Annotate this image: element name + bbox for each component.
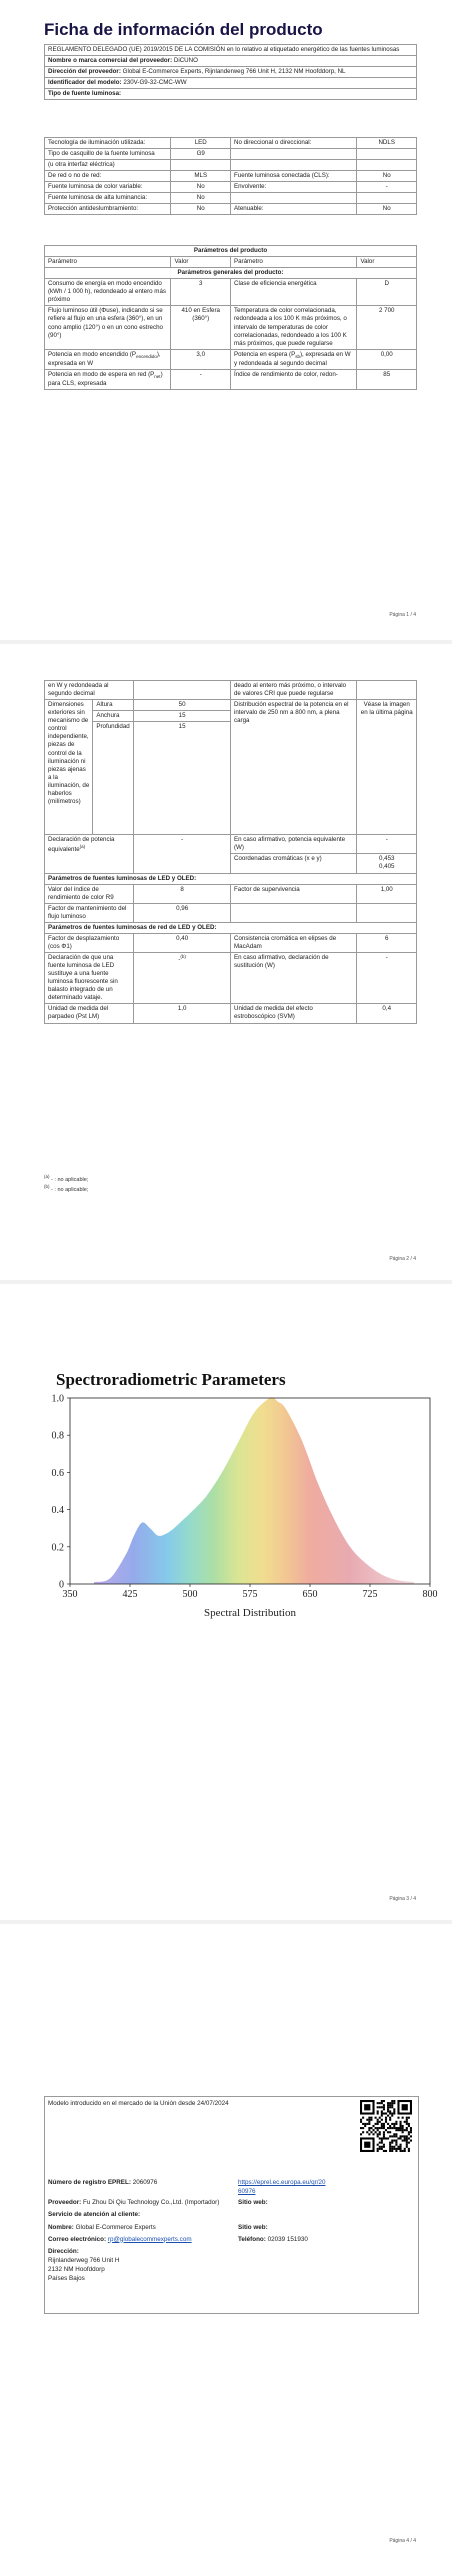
- r9-value: 8: [134, 884, 231, 903]
- type-row: [45, 149, 417, 160]
- equivalent-power-value: -: [134, 835, 231, 873]
- page-number-3: Página 3 / 4: [389, 1896, 416, 1902]
- type-row: [45, 171, 417, 182]
- luminous-flux-label: Flujo luminoso útil (Φuse), indicando si se refiere al flujo en una esfera (360°), en un cono amplio (120°) o en un cono estrecho (90°): [45, 306, 171, 349]
- on-mode-power-label: Potencia en modo encendido $(P_{encendido})$, expresada en W: [45, 349, 171, 369]
- address-line-3: Países Bajos: [48, 2275, 85, 2283]
- supplier-address-label: Dirección del proveedor:: [48, 68, 121, 76]
- chromaticity-value: [357, 854, 417, 873]
- efficiency-class-label: Clase de eficiencia energética: [230, 279, 356, 306]
- type-value-1: [171, 160, 231, 171]
- flicker-value: 1,0: [134, 1004, 231, 1023]
- address-label: Dirección:: [48, 2247, 79, 2255]
- supplier-name: DiCUNO: [173, 57, 198, 65]
- type-value-2: [357, 149, 417, 160]
- address-line-2: 2132 NM Hoofddorp: [48, 2266, 105, 2273]
- type-table: [44, 137, 417, 215]
- efficiency-class-value: D: [357, 279, 417, 306]
- type-value-1: MLS: [171, 171, 231, 182]
- x-tick-label: 800: [422, 1589, 438, 1600]
- page-number-1: Página 1 / 4: [389, 612, 416, 618]
- spectral-chart: [0, 1392, 452, 1628]
- dimensions-label: Dimensiones exteriores sin mecanismo de control independiente, piezas de control de la iluminación ni piezas ajenas a la iluminación, de haberlos (milímetros): [45, 700, 93, 835]
- on-mode-power-value: 3,0: [171, 349, 231, 369]
- eprel-reg-label: Número de registro EPREL:: [48, 2179, 131, 2186]
- type-value-1: No: [171, 182, 231, 193]
- type-value-1: LED: [171, 138, 231, 149]
- params-table: [44, 245, 417, 390]
- page-number-4: Página 4 / 4: [389, 2538, 416, 2544]
- color-consistency-label: Consistencia cromática en elipses de MacAdam: [230, 933, 356, 952]
- eprel-reg: 2060976: [132, 2179, 158, 2186]
- standby-power-value: 0,00: [357, 349, 417, 369]
- y-tick-label: 0.8: [51, 1430, 64, 1442]
- type-value-2: NDLS: [357, 138, 417, 149]
- cri-value: 85: [357, 369, 417, 389]
- x-tick-label: 725: [362, 1589, 378, 1600]
- address-line-1: Rijnlanderweg 766 Unit H: [48, 2256, 120, 2264]
- network-standby-label: Potencia en modo de espera en red $(P_{net})$ para CLS, expresada: [45, 369, 171, 389]
- page-2: [0, 644, 452, 1280]
- model-id: 230V-G9-32-CMC-WW: [123, 79, 187, 87]
- energy-consumption-label: Consumo de energía en modo encendido (kWh / 1 000 h), redondeado al entero más próximo: [45, 279, 171, 306]
- type-label-1: (u otra interfaz eléctrica): [45, 160, 171, 171]
- cct-label: Temperatura de color correlacionada, redondeada a los 100 K más próximos, o intervalo de temperaturas de color correlacionadas, redondeado a los 100 K más próximos, que puede regularse: [230, 306, 356, 349]
- x-tick-label: 500: [182, 1589, 198, 1600]
- page-title: Ficha de información del producto: [44, 20, 323, 39]
- x-tick-label: 575: [242, 1589, 258, 1600]
- col-value-1: Valor: [171, 257, 231, 268]
- supplier-table: [44, 44, 417, 100]
- provider: Fu Zhou Di Qiu Technology Co.,Ltd. (Importador): [83, 2199, 220, 2207]
- light-source-type-label: Tipo de fuente luminosa:: [45, 89, 417, 100]
- cct-value: 2 700: [357, 306, 417, 349]
- supplier-name-label: Nombre o marca comercial del proveedor:: [48, 57, 173, 65]
- service-name: Global E-Commerce Experts: [75, 2223, 156, 2231]
- general-params-title: Parámetros generales del producto:: [45, 268, 417, 279]
- chromaticity-label: Coordenadas cromáticas (x e y): [230, 854, 356, 873]
- type-value-2: No: [357, 171, 417, 182]
- y-tick-label: 0.4: [51, 1505, 64, 1517]
- model-label: Identificador del modelo:: [48, 79, 122, 87]
- type-value-2: [357, 193, 417, 204]
- mains-params-title: Parámetros de fuentes luminosas de red de LED y OLED:: [45, 922, 417, 933]
- depth-value: 15: [134, 722, 231, 835]
- y-tick-label: 0.6: [51, 1467, 64, 1479]
- cri-label-cont: deado al entero más próximo, o intervalo de valores CRI que puede regularse: [230, 681, 356, 700]
- params-table-continued: [44, 680, 417, 1024]
- type-row: [45, 182, 417, 193]
- website-label: Sitio web:: [238, 2199, 268, 2207]
- type-row: [45, 193, 417, 204]
- phone-label: Teléfono:: [238, 2235, 266, 2243]
- eprel-details: [48, 2178, 413, 2283]
- type-label-1: De red o no de red:: [45, 171, 171, 182]
- type-label-1: Protección antideslumbramiento:: [45, 204, 171, 215]
- replacement-claim-value: -$^{(b)}$: [134, 953, 231, 1004]
- type-label-2: [230, 149, 356, 160]
- height-value: 50: [134, 700, 231, 711]
- col-value-2: Valor: [357, 257, 417, 268]
- energy-consumption-value: 3: [171, 279, 231, 306]
- spectrum-area: [94, 1397, 414, 1584]
- email-label: Correo electrónico:: [48, 2235, 107, 2243]
- stroboscopic-value: 0,4: [357, 1004, 417, 1023]
- displacement-factor-value: 0,40: [134, 933, 231, 952]
- survival-factor-label: Factor de supervivencia: [230, 884, 356, 903]
- type-row: [45, 160, 417, 171]
- spectral-value: Véase la imagen en la última página: [357, 700, 417, 835]
- equivalent-watt-label: En caso afirmativo, potencia equivalente (W): [230, 835, 356, 854]
- width-label: Anchura: [93, 711, 134, 722]
- supplier-address: Global E-Commerce Experts, Rijnlanderweg 766 Unit H, 2132 NM Hoofddorp, NL: [122, 68, 346, 76]
- type-label-1: Tipo de casquillo de la fuente luminosa: [45, 149, 171, 160]
- type-label-1: Fuente luminosa de color variable:: [45, 182, 171, 193]
- type-label-2: Envolvente:: [230, 182, 356, 193]
- footnotes: [44, 1174, 88, 1194]
- col-param-1: Parámetro: [45, 257, 171, 268]
- type-row: [45, 204, 417, 215]
- type-label-2: Atenuable:: [230, 204, 356, 215]
- regulation-text: REGLAMENTO DELEGADO (UE) 2019/2015 DE LA COMISIÓN en lo relativo al etiquetado energético de las fuentes luminosas: [45, 45, 417, 56]
- params-section-title: Parámetros del producto: [45, 246, 417, 257]
- col-param-2: Parámetro: [230, 257, 356, 268]
- color-consistency-value: 6: [357, 933, 417, 952]
- type-value-1: No: [171, 204, 231, 215]
- type-label-2: [230, 193, 356, 204]
- phone: 02039 151930: [267, 2235, 308, 2243]
- x-tick-label: 350: [62, 1589, 78, 1600]
- network-standby-value: -: [171, 369, 231, 389]
- type-value-1: No: [171, 193, 231, 204]
- network-standby-label-cont: en W y redondeada al segundo decimal: [45, 681, 134, 700]
- chart-title: Spectroradiometric Parameters: [56, 1370, 286, 1389]
- type-value-2: [357, 160, 417, 171]
- displacement-factor-label: Factor de desplazamiento (cos Φ1): [45, 933, 134, 952]
- x-tick-label: 425: [122, 1589, 138, 1600]
- equivalent-watt-value: -: [357, 835, 417, 854]
- x-tick-label: 650: [302, 1589, 318, 1600]
- luminous-flux-value: 410 en Esfera (360°): [171, 306, 231, 349]
- width-value: 15: [134, 711, 231, 722]
- chroma-y: 0,405: [378, 863, 395, 871]
- service-website-label: Sitio web:: [238, 2223, 268, 2231]
- type-value-1: G9: [171, 149, 231, 160]
- survival-factor-value: 1,00: [357, 884, 417, 903]
- led-params-title: Parámetros de fuentes luminosas de LED y OLED:: [45, 873, 417, 884]
- replacement-watt-value: -: [357, 953, 417, 1004]
- type-label-1: Fuente luminosa de alta luminancia:: [45, 193, 171, 204]
- footnote-b: $^{(b)}$ - : no aplicable;: [44, 1184, 89, 1193]
- flicker-label: Unidad de medida del parpadeo (Pst LM): [45, 1004, 134, 1023]
- type-label-2: [230, 160, 356, 171]
- spectral-label: Distribución espectral de la potencia en el intervalo de 250 nm a 800 nm, a plena carga: [230, 700, 356, 835]
- replacement-watt-label: En caso afirmativo, declaración de sustitución (W): [230, 953, 356, 1004]
- type-value-2: -: [357, 182, 417, 193]
- height-label: Altura: [93, 700, 134, 711]
- stroboscopic-label: Unidad de medida del efecto estroboscópico (SVM): [230, 1004, 356, 1023]
- type-label-2: Fuente luminosa conectada (CLS):: [230, 171, 356, 182]
- email-link[interactable]: rp@globalecommexperts.com: [107, 2235, 192, 2243]
- lumen-maintenance-value: 0,96: [134, 903, 231, 922]
- page-number-2: Página 2 / 4: [389, 1256, 416, 1262]
- r9-label: Valor del índice de rendimiento de color R9: [45, 884, 134, 903]
- type-value-2: No: [357, 204, 417, 215]
- lumen-maintenance-label: Factor de mantenimiento del flujo luminoso: [45, 903, 134, 922]
- qr-code[interactable]: [360, 2100, 412, 2152]
- provider-label: Proveedor:: [48, 2199, 82, 2207]
- depth-label: Profundidad: [93, 722, 134, 835]
- type-label-1: Tecnología de iluminación utilizada:: [45, 138, 171, 149]
- y-tick-label: 0.2: [51, 1542, 64, 1554]
- cri-label: Índice de rendimiento de color, redon-: [230, 369, 356, 389]
- eprel-url-link[interactable]: https://eprel.ec.europa.eu/qr/2060976: [238, 2179, 326, 2196]
- type-label-2: No direccional o direccional:: [230, 138, 356, 149]
- footnote-a: $^{(a)}$ - : no aplicable;: [44, 1174, 89, 1183]
- equivalent-power-label: Declaración de potencia equivalente$^{(a)}$: [45, 835, 134, 873]
- y-tick-label: 1.0: [51, 1393, 64, 1405]
- x-axis-label: Spectral Distribution: [204, 1607, 296, 1619]
- service-label: Servicio de atención al cliente:: [48, 2211, 141, 2219]
- standby-power-label: Potencia en espera $(P_{sb})$, expresada en W y redondeada al segundo decimal: [230, 349, 356, 369]
- replacement-claim-label: Declaración de que una fuente luminosa de LED sustituye a una fuente luminosa fluorescente sin balasto integrado de un determinado vataje.: [45, 953, 134, 1004]
- market-date: Modelo introducido en el mercado de la Unión desde 24/07/2024: [48, 2100, 229, 2107]
- type-row: [45, 138, 417, 149]
- y-tick-label: 0: [59, 1579, 64, 1591]
- chroma-x: 0,453: [378, 855, 395, 863]
- page-1: [0, 0, 452, 640]
- service-name-label: Nombre:: [48, 2223, 74, 2231]
